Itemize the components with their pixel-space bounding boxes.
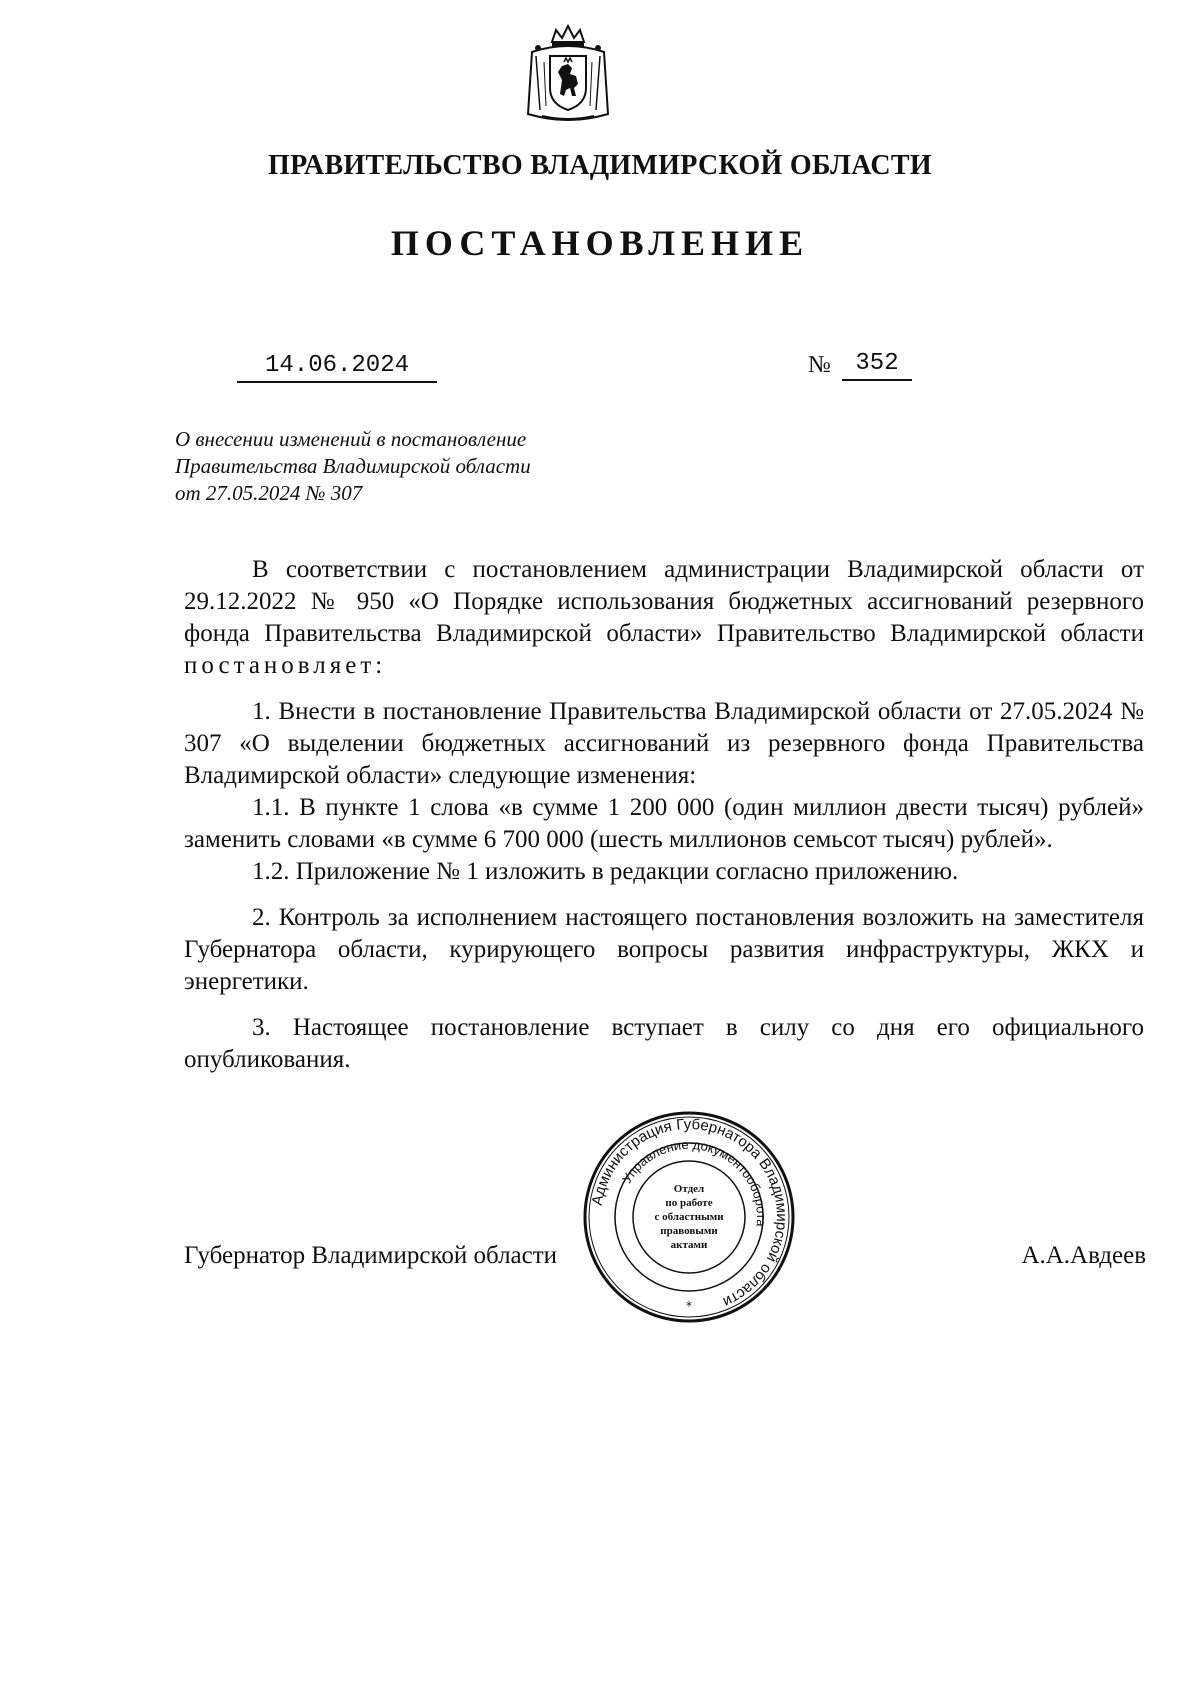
seal-center-line: правовыми (660, 1225, 718, 1237)
seal-center-line: Отдел (673, 1183, 705, 1195)
item-3: 3. Настоящее постановление вступает в силу со дня его официального опубликования. (184, 1014, 1144, 1073)
subject-line: Правительства Владимирской области (175, 454, 531, 478)
signatory-position: Губернатор Владимирской области (184, 1242, 558, 1269)
subject-line: О внесении изменений в постановление (175, 427, 527, 451)
item-1-2: 1.2. Приложение № 1 изложить в редакции согласно приложению. (252, 858, 959, 885)
preamble-paragraph (184, 554, 1144, 682)
item-1-1: 1.1. В пункте 1 слова «в сумме 1 200 000 (один миллион двести тысяч) рублей» заменить словами «в сумме 6 700 000 (шесть миллионов семьсот тысяч) рублей». (184, 794, 1144, 853)
subject-line: от 27.05.2024 № 307 (175, 481, 363, 505)
document-kind-title: ПОСТАНОВЛЕНИЕ (390, 223, 810, 263)
item-2: 2. Контроль за исполнением настоящего постановления возложить на заместителя Губернатора области, курирующего вопросы развития инфраструктуры, ЖКХ и энергетики. (184, 904, 1144, 995)
number-sign: № (808, 352, 831, 378)
government-title: ПРАВИТЕЛЬСТВО ВЛАДИМИРСКОЙ ОБЛАСТИ (268, 150, 932, 181)
seal-center-line: по работе (665, 1197, 713, 1209)
signatory-name: А.А.Авдеев (1021, 1242, 1146, 1269)
document-date: 14.06.2024 (237, 352, 437, 383)
document-body (184, 554, 1144, 1076)
coat-of-arms-icon (522, 22, 614, 126)
document-number: 352 (842, 350, 912, 381)
resolves-word: постановляет: (184, 652, 387, 679)
item-1: 1. Внести в постановление Правительства Владимирской области от 27.05.2024 № 307 «О выделении бюджетных ассигнований из резервного фонда Правительства Владимирской области» следующие изменения: (184, 698, 1144, 789)
seal-center-line: с областными (654, 1211, 724, 1223)
official-seal-icon (582, 1110, 796, 1324)
document-subject (175, 426, 635, 507)
seal-center-line: актами (670, 1239, 708, 1251)
svg-text:*: * (686, 1299, 692, 1313)
seal-middle-text: Управление документооборота (619, 1136, 770, 1228)
preamble-text: В соответствии с постановлением администрации Владимирской области от 29.12.2022 № 950 «О Порядке использования бюджетных ассигнований резервного фонда Правительства Владимирской области» Правительство Владимирской области (184, 556, 1144, 647)
seal-outer-text: Администрация Губернатора Владимирской области (588, 1115, 791, 1311)
